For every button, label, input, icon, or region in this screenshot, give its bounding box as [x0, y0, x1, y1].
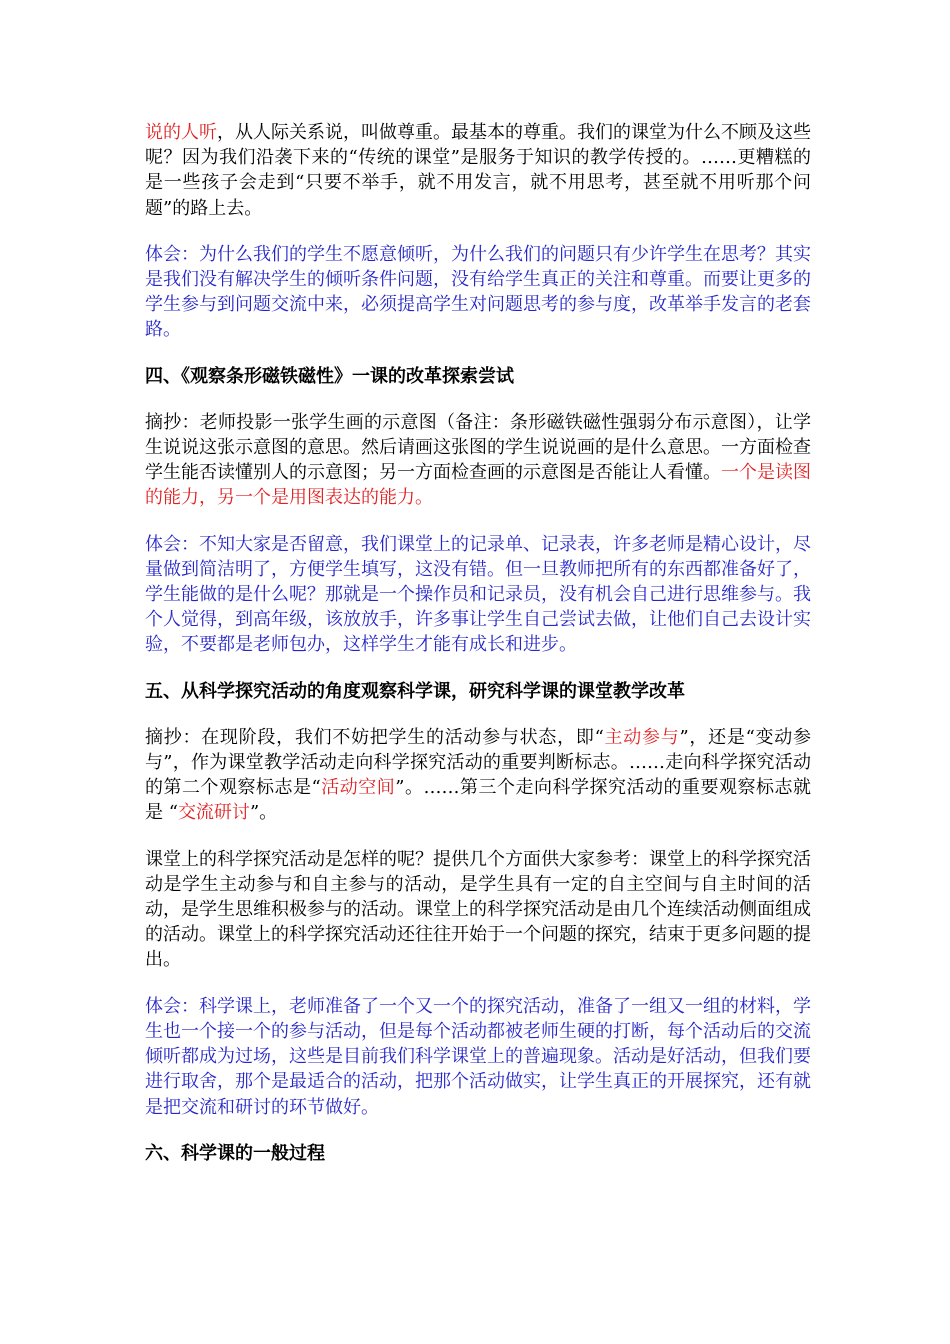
highlight-text: 交流研讨 [177, 802, 250, 824]
document-page [145, 120, 811, 1187]
paragraph-excerpt-respect [145, 120, 811, 221]
reflection-paragraph-records: 体会：不知大家是否留意，我们课堂上的记录单、记录表，许多老师是精心设计，尽量做到简洁明了，方便学生填写，这没有错。但一旦教师把所有的东西都准备好了，学生能做的是什么呢？那就是一个操作员和记录员，没有机会自己进行思维参与。我个人觉得，到高年级，该放放手，许多事让学生自己尝试去做，让他们自己去设计实验，不要都是老师包办，这样学生才能有成长和进步。 [145, 533, 811, 656]
paragraph-text: ，从人际关系说，叫做尊重。最基本的尊重。我们的课堂为什么不顾及这些呢？因为我们沿袭下来的“传统的课堂”是服务于知识的教学传授的。……更糟糕的是一些孩子会走到“只要不举手，就不用发言，就不用思考，甚至就不用听那个问题”的路上去。 [145, 122, 811, 219]
paragraph-text: ”。……第三个走向科学探究活动的重要观察标志就是 “ [145, 777, 812, 824]
reflection-paragraph-activities: 体会：科学课上，老师准备了一个又一个的探究活动，准备了一组又一组的材料，学生也一个接一个的参与活动，但是每个活动都被老师生硬的打断，每个活动后的交流倾听都成为过场，这些是目前我们科学课堂上的普遍现象。活动是好活动，但我们要进行取舍，那个是最适合的活动，把那个活动做实，让学生真正的开展探究，还有就是把交流和研讨的环节做好。 [145, 995, 811, 1118]
paragraph-inquiry-description: 课堂上的科学探究活动是怎样的呢？提供几个方面供大家参考：课堂上的科学探究活动是学生主动参与和自主参与的活动，是学生具有一定的自主空间与自主时间的活动，是学生思维积极参与的活动。课堂上的科学探究活动是由几个连续活动侧面组成的活动。课堂上的科学探究活动还往往开始于一个问题的探究，结束于更多问题的提出。 [145, 848, 811, 971]
highlight-text: 说的人听 [145, 122, 217, 143]
paragraph-excerpt-diagram [145, 410, 811, 511]
paragraph-text: ”。 [249, 802, 278, 824]
reflection-paragraph-listening: 体会：为什么我们的学生不愿意倾听，为什么我们的问题只有少许学生在思考？其实是我们没有解决学生的倾听条件问题，没有给学生真正的关注和尊重。而要让更多的学生参与到问题交流中来，必须提高学生对问题思考的参与度，改革举手发言的老套路。 [145, 243, 811, 341]
section-heading-4: 四、《观察条形磁铁磁性》一课的改革探索尝试 [145, 365, 514, 387]
paragraph-text: 摘抄：老师投影一张学生画的示意图（备注：条形磁铁磁性强弱分布示意图），让学生说说这张示意图的意思。然后请画这张图的学生说说画的是什么意思。一方面检查学生能否读懂别人的示意图；另一方面检查画的示意图是否能让人看懂。 [145, 411, 811, 484]
highlight-text: 一个是读图的能力，另一个是用图表达的能力。 [145, 462, 811, 509]
paragraph-text: 摘抄：在现阶段，我们不妨把学生的活动参与状态，即“ [145, 726, 604, 748]
highlight-text: 主动参与 [603, 726, 680, 748]
highlight-text: 活动空间 [320, 777, 396, 799]
paragraph-text: ”，还是“变动参与”，作为课堂教学活动走向科学探究活动的重要判断标志。……走向科学探究活动的第二个观察标志是“ [145, 726, 812, 799]
paragraph-excerpt-activity [145, 725, 811, 826]
section-heading-5: 五、从科学探究活动的角度观察科学课，研究科学课的课堂教学改革 [145, 680, 685, 702]
section-heading-6: 六、科学课的一般过程 [145, 1142, 325, 1164]
